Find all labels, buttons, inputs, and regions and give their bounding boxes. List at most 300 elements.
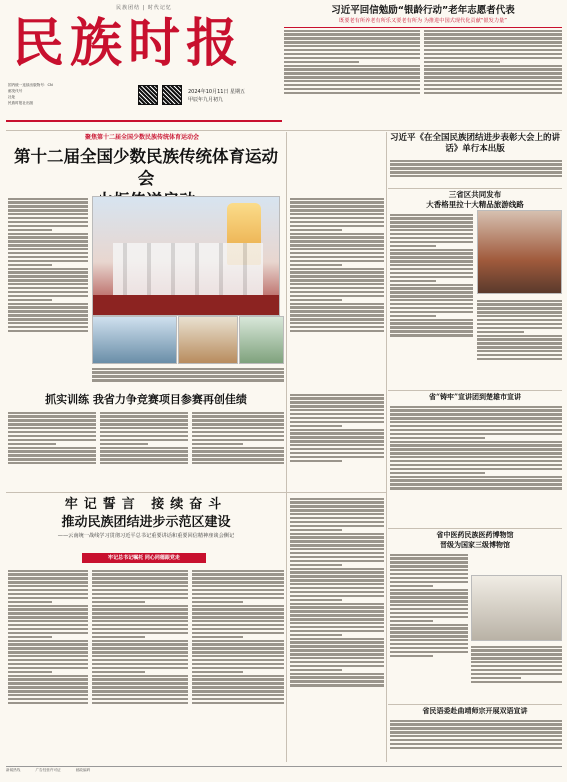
text-line xyxy=(477,315,562,317)
text-line xyxy=(390,627,468,629)
text-line xyxy=(290,405,384,407)
text-line xyxy=(290,513,384,515)
text-line xyxy=(390,299,473,301)
text-line xyxy=(290,548,384,550)
text-line xyxy=(8,659,88,661)
text-line xyxy=(477,350,562,352)
second-story-deck: ——云南统一战线学习贯彻习近平总书记重要讲话和重要回信精神座谈会侧记 xyxy=(57,533,235,539)
text-line xyxy=(390,264,473,266)
text-line xyxy=(290,205,384,207)
text-line xyxy=(8,616,88,618)
text-line xyxy=(8,423,96,425)
text-line xyxy=(8,412,96,414)
text-line xyxy=(390,596,468,598)
publication-info xyxy=(8,82,103,106)
text-line xyxy=(424,61,500,63)
text-line xyxy=(92,608,188,610)
text-line xyxy=(471,657,562,659)
text-line xyxy=(290,264,342,266)
text-line xyxy=(8,643,88,645)
text-line xyxy=(390,460,562,462)
text-line xyxy=(92,632,188,634)
text-line xyxy=(100,454,188,456)
text-line xyxy=(290,571,384,573)
text-line xyxy=(8,573,88,575)
text-line xyxy=(100,415,188,417)
text-line xyxy=(390,647,468,649)
text-line xyxy=(92,601,145,603)
text-line xyxy=(390,413,562,415)
text-line xyxy=(290,533,384,535)
text-line xyxy=(290,201,384,203)
article-text xyxy=(390,158,562,186)
text-line xyxy=(8,702,88,704)
text-line xyxy=(290,645,384,647)
text-line xyxy=(192,423,284,425)
text-line xyxy=(290,505,384,507)
article-text xyxy=(424,28,562,124)
second-story-headline xyxy=(8,496,284,541)
text-line xyxy=(92,667,188,669)
article-text xyxy=(8,196,88,386)
qr-code-icon xyxy=(138,85,158,105)
text-line xyxy=(290,525,384,527)
text-line xyxy=(290,394,384,396)
text-line xyxy=(290,669,342,671)
text-line xyxy=(192,616,284,618)
text-line xyxy=(290,452,384,454)
text-line xyxy=(192,412,284,414)
event-photo xyxy=(239,316,284,364)
text-line xyxy=(390,620,433,622)
text-line xyxy=(390,214,473,216)
text-line xyxy=(92,655,188,657)
right-story-headline xyxy=(388,530,562,550)
text-line xyxy=(471,669,562,671)
text-line xyxy=(390,163,562,165)
text-line xyxy=(390,241,473,243)
text-line xyxy=(8,636,52,638)
text-line xyxy=(290,252,384,254)
text-line xyxy=(192,415,284,417)
text-line xyxy=(8,310,88,312)
text-line xyxy=(8,601,52,603)
text-line xyxy=(92,620,188,622)
article-text xyxy=(477,298,562,388)
text-line xyxy=(92,573,188,575)
text-line xyxy=(8,209,88,211)
footer-item: 邮政编码 xyxy=(75,768,91,772)
text-line xyxy=(290,606,384,608)
text-line xyxy=(290,217,384,219)
article-text xyxy=(390,552,468,702)
text-line xyxy=(390,639,468,641)
right-story-headline: 省“铸牢”宣讲团到楚雄市宣讲 xyxy=(428,392,522,401)
text-line xyxy=(8,318,88,320)
text-line xyxy=(290,436,384,438)
text-line xyxy=(192,690,284,692)
text-line xyxy=(8,581,88,583)
text-line xyxy=(390,487,562,489)
text-line xyxy=(8,268,88,270)
text-line xyxy=(290,401,384,403)
article-text xyxy=(8,410,96,490)
text-line xyxy=(390,569,468,571)
text-line xyxy=(284,33,420,35)
text-line xyxy=(8,462,96,464)
right-story-headline-line: 三省区共同发布 xyxy=(448,190,502,199)
text-line xyxy=(390,655,433,657)
text-line xyxy=(424,49,562,51)
text-line xyxy=(390,735,562,737)
text-line xyxy=(290,634,342,636)
text-line xyxy=(390,585,433,587)
text-line xyxy=(100,412,188,414)
text-line xyxy=(290,680,384,682)
text-line xyxy=(390,280,436,282)
text-line xyxy=(390,326,473,328)
text-line xyxy=(8,322,88,324)
text-line xyxy=(477,331,524,333)
text-line xyxy=(192,612,284,614)
text-line xyxy=(92,597,188,599)
text-line xyxy=(471,677,521,679)
text-line xyxy=(92,605,188,607)
text-line xyxy=(290,275,384,277)
text-line xyxy=(390,417,562,419)
text-line xyxy=(290,240,384,242)
text-line xyxy=(100,423,188,425)
text-line xyxy=(477,342,562,344)
text-line xyxy=(290,306,384,308)
text-line xyxy=(390,252,473,254)
text-line xyxy=(192,435,284,437)
text-line xyxy=(290,198,384,200)
text-line xyxy=(92,612,188,614)
text-line xyxy=(92,698,188,700)
text-line xyxy=(390,723,562,725)
text-line xyxy=(192,443,243,445)
text-line xyxy=(290,665,384,667)
text-line xyxy=(477,300,562,302)
text-line xyxy=(192,427,284,429)
text-line xyxy=(92,686,188,688)
text-line xyxy=(390,167,562,169)
text-line xyxy=(290,626,384,628)
second-story-headline-line: 牢记誓言 接续奋斗 xyxy=(64,497,228,512)
text-line xyxy=(92,589,188,591)
text-line xyxy=(8,252,88,254)
text-line xyxy=(192,593,284,595)
text-line xyxy=(290,244,384,246)
text-line xyxy=(92,659,188,661)
text-line xyxy=(290,676,384,678)
text-line xyxy=(290,603,384,605)
text-line xyxy=(390,437,485,439)
text-line xyxy=(8,299,52,301)
text-line xyxy=(8,450,96,452)
article-text xyxy=(100,410,188,490)
text-line xyxy=(390,276,473,278)
museum-photo xyxy=(471,575,562,641)
text-line xyxy=(477,354,562,356)
text-line xyxy=(290,283,384,285)
text-line xyxy=(390,604,468,606)
text-line xyxy=(100,458,188,460)
text-line xyxy=(290,583,384,585)
text-line xyxy=(8,589,88,591)
text-line xyxy=(290,268,384,270)
text-line xyxy=(284,65,420,67)
text-line xyxy=(390,307,473,309)
text-line xyxy=(390,291,473,293)
text-line xyxy=(8,640,88,642)
text-line xyxy=(390,421,562,423)
text-line xyxy=(92,624,188,626)
text-line xyxy=(290,271,384,273)
text-line xyxy=(390,330,473,332)
text-line xyxy=(290,330,384,332)
text-line xyxy=(100,427,188,429)
text-line xyxy=(8,612,88,614)
text-line xyxy=(424,92,562,94)
text-line xyxy=(8,229,52,231)
article-text xyxy=(390,212,473,388)
text-line xyxy=(192,577,284,579)
sub-story-headline: 抓实训练 我省力争竞赛项目参赛再创佳绩 xyxy=(45,393,247,406)
text-line xyxy=(8,314,88,316)
text-line xyxy=(8,597,88,599)
text-line xyxy=(290,575,384,577)
newspaper-logo: 民族时报 xyxy=(12,13,245,74)
text-line xyxy=(290,295,384,297)
text-line xyxy=(192,678,284,680)
text-line xyxy=(100,431,188,433)
text-line xyxy=(290,536,384,538)
text-line xyxy=(284,30,420,32)
text-line xyxy=(8,675,88,677)
text-line xyxy=(8,213,88,215)
text-line xyxy=(390,444,562,446)
text-line xyxy=(192,581,284,583)
footer-item: 新闻热线 xyxy=(6,768,21,772)
text-line xyxy=(477,307,562,309)
text-line xyxy=(192,620,284,622)
article-text xyxy=(92,366,284,388)
text-line xyxy=(92,585,188,587)
text-line xyxy=(390,624,468,626)
right-story-headline: 习近平《在全国民族团结进步表彰大会上的讲话》单行本出版 xyxy=(389,133,560,154)
text-line xyxy=(8,205,88,207)
text-line xyxy=(8,570,88,572)
text-line xyxy=(284,76,420,78)
text-line xyxy=(290,649,384,651)
text-line xyxy=(192,454,284,456)
right-story-headline-line: 晋级为国家三级博物馆 xyxy=(440,540,510,549)
text-line xyxy=(477,303,562,305)
right-story-headline-line: 大香格里拉十大精品旅游线路 xyxy=(426,200,524,209)
text-line xyxy=(290,564,342,566)
text-line xyxy=(8,271,88,273)
text-line xyxy=(390,175,562,177)
text-line xyxy=(290,517,384,519)
text-line xyxy=(284,92,420,94)
text-line xyxy=(92,647,188,649)
text-line xyxy=(390,448,562,450)
text-line xyxy=(290,501,384,503)
text-line xyxy=(290,279,384,281)
text-line xyxy=(8,608,88,610)
section-divider xyxy=(388,704,562,705)
publication-info-line: 民族时报社出版 xyxy=(8,101,34,105)
article-text xyxy=(192,568,284,762)
text-line xyxy=(92,375,284,377)
text-line xyxy=(8,620,88,622)
text-line xyxy=(8,198,88,200)
publication-info-line: 国内统一连续出版物号：CN xyxy=(8,83,53,87)
text-line xyxy=(390,429,562,431)
text-line xyxy=(390,303,473,305)
text-line xyxy=(424,68,562,70)
text-line xyxy=(8,682,88,684)
text-line xyxy=(290,213,384,215)
text-line xyxy=(8,585,88,587)
text-line xyxy=(290,630,384,632)
text-line xyxy=(8,283,88,285)
text-line xyxy=(192,702,284,704)
text-line xyxy=(290,291,384,293)
text-line xyxy=(390,592,468,594)
text-line xyxy=(192,667,284,669)
text-line xyxy=(92,379,284,381)
text-line xyxy=(192,698,284,700)
text-line xyxy=(290,409,384,411)
article-text xyxy=(390,404,562,526)
lead-story-tag: 聚焦第十二届全国少数民族传统体育运动会 xyxy=(84,134,199,141)
text-line xyxy=(290,248,384,250)
text-line xyxy=(477,327,562,329)
text-line xyxy=(100,443,148,445)
text-line xyxy=(8,667,88,669)
text-line xyxy=(92,671,145,673)
text-line xyxy=(390,483,562,485)
text-line xyxy=(290,397,384,399)
text-line xyxy=(8,303,88,305)
text-line xyxy=(290,595,384,597)
text-line xyxy=(390,747,562,749)
text-line xyxy=(390,452,562,454)
text-line xyxy=(284,37,420,39)
text-line xyxy=(8,458,96,460)
text-line xyxy=(8,431,96,433)
text-line xyxy=(92,581,188,583)
text-line xyxy=(390,225,473,227)
text-line xyxy=(92,663,188,665)
text-line xyxy=(284,61,359,63)
text-line xyxy=(8,264,52,266)
text-line xyxy=(8,233,88,235)
column-divider xyxy=(386,132,387,762)
text-line xyxy=(8,628,88,630)
text-line xyxy=(92,577,188,579)
publication-info-line: 邮发代号 xyxy=(8,89,23,93)
text-line xyxy=(192,675,284,677)
text-line xyxy=(192,663,284,665)
top-right-headline: 习近平回信勉励“银龄行动”老年志愿者代表 xyxy=(331,5,515,16)
text-line xyxy=(92,593,188,595)
text-line xyxy=(8,632,88,634)
text-line xyxy=(390,441,562,443)
text-line xyxy=(390,727,562,729)
text-line xyxy=(92,570,188,572)
text-line xyxy=(390,217,473,219)
text-line xyxy=(390,272,473,274)
issue-date-lunar: 甲辰年九月初九 xyxy=(188,97,224,103)
text-line xyxy=(192,570,284,572)
text-line xyxy=(92,636,145,638)
text-line xyxy=(471,681,562,683)
text-line xyxy=(390,631,468,633)
text-line xyxy=(284,41,420,43)
text-line xyxy=(8,415,96,417)
text-line xyxy=(92,690,188,692)
text-line xyxy=(8,678,88,680)
text-line xyxy=(192,447,284,449)
text-line xyxy=(290,618,384,620)
text-line xyxy=(424,80,562,82)
text-line xyxy=(290,318,384,320)
text-line xyxy=(424,45,562,47)
text-line xyxy=(8,306,88,308)
text-line xyxy=(8,295,88,297)
text-line xyxy=(8,624,88,626)
text-line xyxy=(192,608,284,610)
text-line xyxy=(290,552,384,554)
event-photo xyxy=(92,316,177,364)
text-line xyxy=(390,221,473,223)
text-line xyxy=(92,702,188,704)
text-line xyxy=(390,237,473,239)
section-divider xyxy=(388,528,562,529)
text-line xyxy=(390,565,468,567)
text-line xyxy=(290,579,384,581)
qr-code-icon xyxy=(162,85,182,105)
text-line xyxy=(284,88,420,90)
text-line xyxy=(390,245,436,247)
shangri-la-photo xyxy=(477,210,562,294)
text-line xyxy=(290,429,384,431)
text-line xyxy=(290,591,384,593)
text-line xyxy=(192,431,284,433)
text-line xyxy=(8,260,88,262)
text-line xyxy=(192,636,243,638)
text-line xyxy=(390,160,562,162)
text-line xyxy=(424,76,562,78)
text-line xyxy=(390,315,436,317)
text-line xyxy=(8,686,88,688)
text-line xyxy=(290,587,384,589)
text-line xyxy=(92,678,188,680)
text-line xyxy=(290,638,384,640)
text-line xyxy=(290,421,384,423)
text-line xyxy=(92,371,284,373)
text-line xyxy=(390,287,473,289)
text-line xyxy=(290,260,384,262)
text-line xyxy=(8,435,96,437)
text-line xyxy=(290,417,384,419)
right-story-headline: 省民语委赴曲靖师宗开展双语宣讲 xyxy=(422,706,528,715)
text-line xyxy=(192,640,284,642)
